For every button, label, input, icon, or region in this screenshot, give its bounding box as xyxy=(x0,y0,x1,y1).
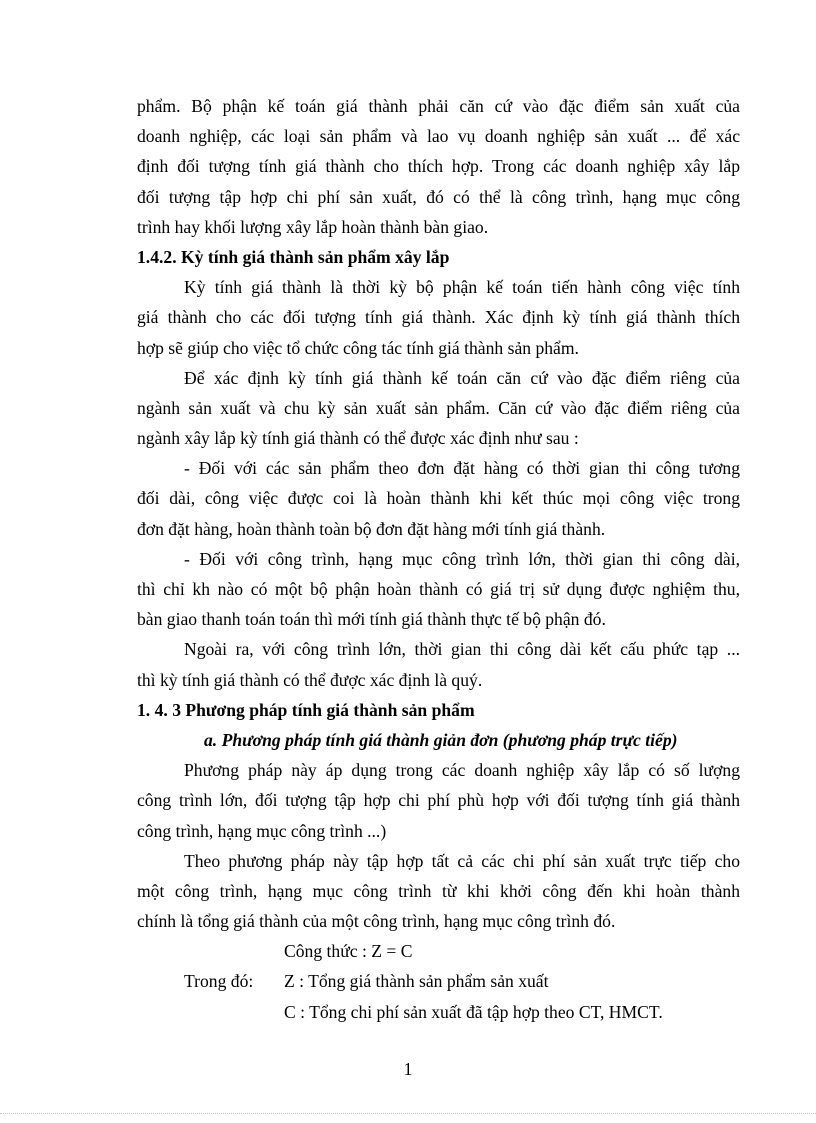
text-line: thì kỳ tính giá thành có thể được xác định là quý. xyxy=(137,669,483,690)
where-label: Trong đó: xyxy=(184,971,254,992)
bullet-order-based xyxy=(137,453,740,544)
text-line: Để xác định kỳ tính giá thành kế toán căn cứ vào đặc điểm riêng của xyxy=(184,367,740,388)
text-line: - Đối với công trình, hạng mục công trình lớn, thời gian thi công dài, xyxy=(184,548,740,569)
text-line: doanh nghiệp, các loại sản phẩm và lao vụ doanh nghiệp sản xuất ... để xác xyxy=(137,126,740,147)
page-number: 1 xyxy=(403,1059,413,1079)
text-line: đơn đặt hàng, hoàn thành toàn bộ đơn đặt hàng mới tính giá thành. xyxy=(137,518,606,539)
text-line: một công trình, hạng mục công trình từ khi khởi công đến khi hoàn thành xyxy=(137,880,740,901)
paragraph-determine-period xyxy=(137,363,740,454)
text-line: hợp sẽ giúp cho việc tổ chức công tác tính giá thành sản phẩm. xyxy=(137,337,579,358)
page-body xyxy=(137,91,740,1027)
text-line: Phương pháp này áp dụng trong các doanh nghiệp xây lắp có số lượng xyxy=(184,760,740,781)
text-line: Kỳ tính giá thành là thời kỳ bộ phận kế toán tiến hành công việc tính xyxy=(184,277,740,298)
paragraph-method-applies xyxy=(137,755,740,846)
text-line: giá thành cho các đối tượng tính giá thành. Xác định kỳ tính giá thành thích xyxy=(137,307,740,328)
paragraph-method-description xyxy=(137,846,740,937)
paragraph-quarterly xyxy=(137,634,740,694)
subheading-simple-method: a. Phương pháp tính giá thành giản đơn (phương pháp trực tiếp) xyxy=(204,729,678,750)
text-line: thì chỉ kh nào có một bộ phận hoàn thành có giá trị sử dụng được nghiệm thu, xyxy=(137,579,740,599)
formula: Công thức : Z = C xyxy=(284,941,413,962)
page-bottom-rule xyxy=(0,1113,816,1114)
text-line: trình hay khối lượng xây lắp hoàn thành bàn giao. xyxy=(137,216,489,237)
section-heading-1-4-3: 1. 4. 3 Phương pháp tính giá thành sản phẩm xyxy=(137,699,475,720)
text-line: Theo phương pháp này tập hợp tất cả các chi phí sản xuất trực tiếp cho xyxy=(184,850,740,871)
z-definition: Z : Tổng giá thành sản phẩm sản xuất xyxy=(284,971,549,992)
text-line: đối dài, công việc được coi là hoàn thành khi kết thúc mọi công việc trong xyxy=(137,488,740,509)
c-definition: C : Tổng chi phí sản xuất đã tập hợp theo CT, HMCT. xyxy=(284,1001,663,1022)
bullet-large-project xyxy=(137,544,740,635)
text-line: Ngoài ra, với công trình lớn, thời gian thi công dài kết cấu phức tạp ... xyxy=(184,639,740,660)
text-line: đối tượng tập hợp chi phí sản xuất, đó có thể là công trình, hạng mục công xyxy=(137,186,740,207)
text-line: ngành sản xuất và chu kỳ sản xuất sản phẩm. Căn cứ vào đặc điểm riêng của xyxy=(137,397,740,418)
text-line: công trình lớn, đối tượng tập hợp chi phí phù hợp với đối tượng tính giá thành xyxy=(137,790,740,811)
paragraph-costing-period xyxy=(137,272,740,363)
text-line: chính là tổng giá thành của một công trình, hạng mục công trình đó. xyxy=(137,911,616,932)
text-line: công trình, hạng mục công trình ...) xyxy=(137,820,387,841)
text-line: ngành xây lắp kỳ tính giá thành có thể được xác định như sau : xyxy=(137,428,579,449)
text-line: - Đối với các sản phẩm theo đơn đặt hàng có thời gian thi công tương xyxy=(184,458,740,479)
text-line: bàn giao thanh toán toán thì mới tính giá thành thực tế bộ phận đó. xyxy=(137,609,606,630)
section-heading-1-4-2: 1.4.2. Kỳ tính giá thành sản phẩm xây lắp xyxy=(137,246,450,267)
text-line: định đối tượng tính giá thành cho thích hợp. Trong các doanh nghiệp xây lắp xyxy=(137,156,740,177)
text-line: phẩm. Bộ phận kế toán giá thành phải căn cứ vào đặc điểm sản xuất của xyxy=(137,96,740,116)
paragraph-product-object xyxy=(137,91,740,242)
where-definitions xyxy=(137,966,740,996)
